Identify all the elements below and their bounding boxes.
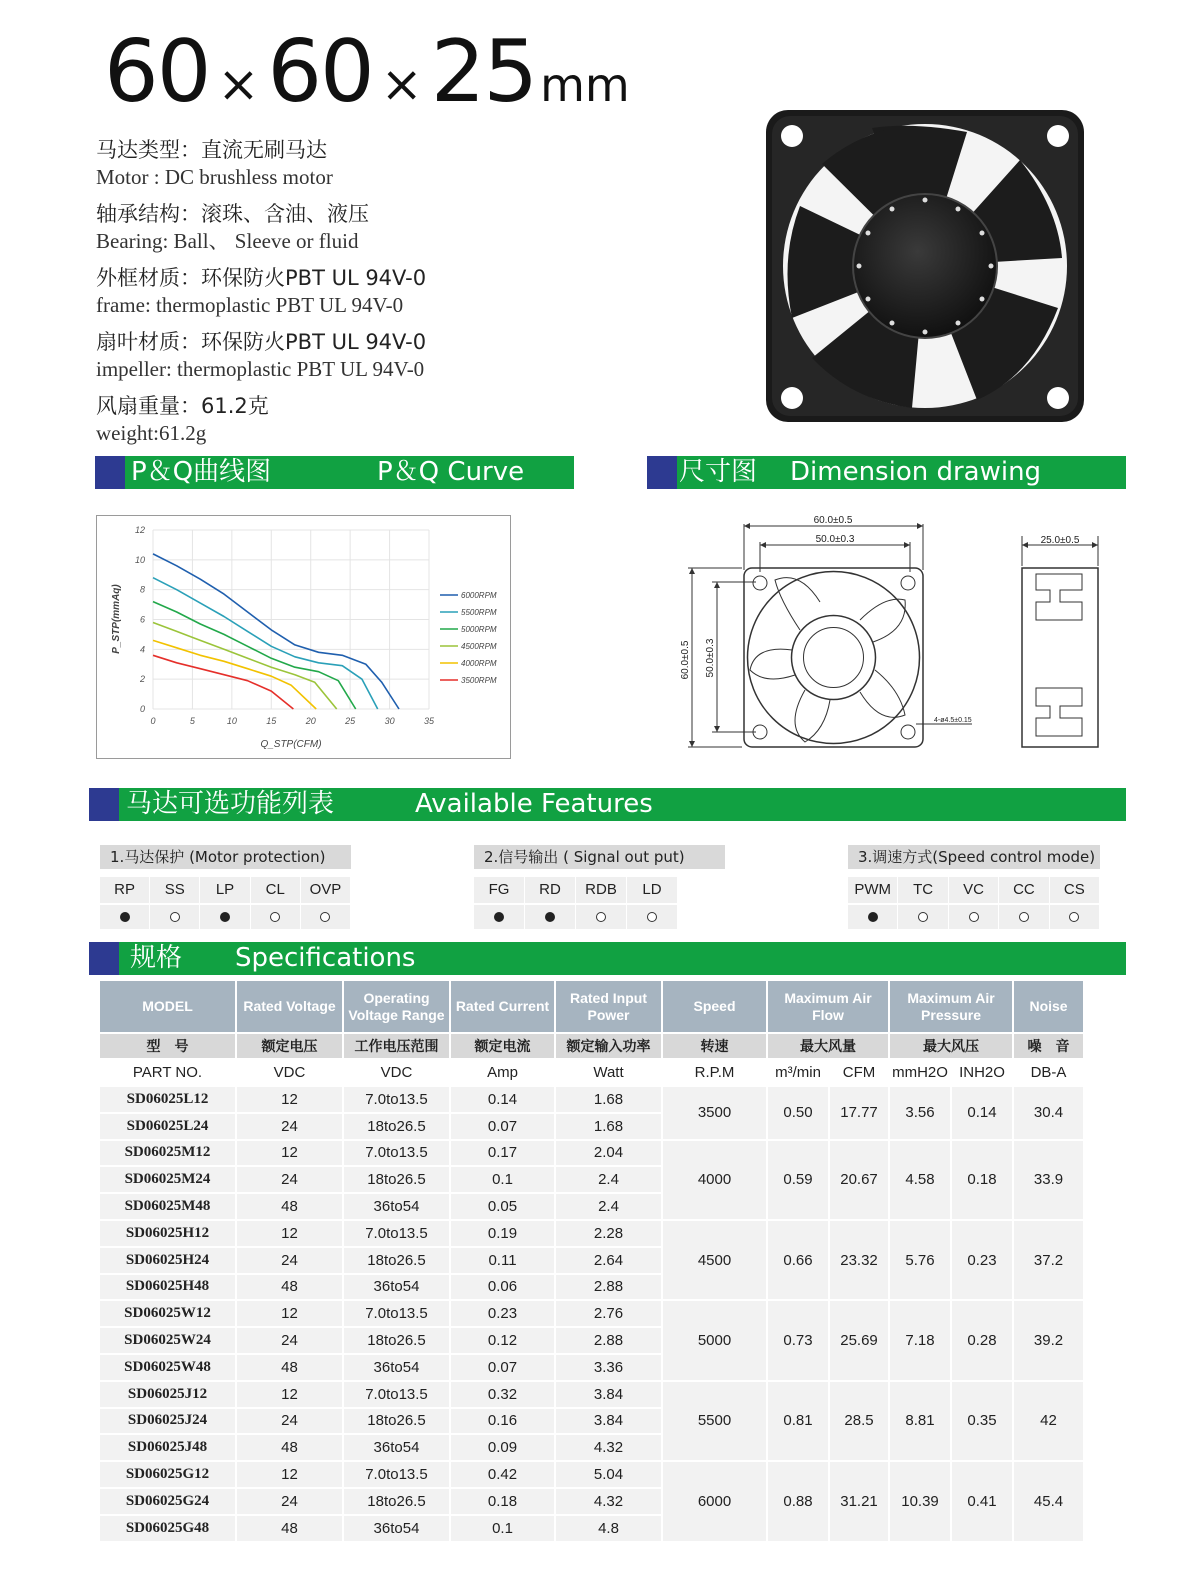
- y-tick-label: 0: [139, 704, 145, 714]
- table-row: [100, 1086, 1084, 1113]
- cell-model: SD06025J24: [100, 1408, 236, 1435]
- cell-rated-voltage: 48: [236, 1434, 343, 1461]
- cell-rated-current: 0.18: [450, 1488, 555, 1515]
- cell-pressure-mmh2o: 8.81: [889, 1381, 951, 1461]
- title-dim3: 25: [430, 22, 537, 122]
- feature-group-motor-protection: [100, 845, 351, 929]
- cell-speed: 5000: [662, 1300, 767, 1380]
- cell-voltage-range: 7.0to13.5: [343, 1300, 450, 1327]
- y-tick-label: 8: [139, 584, 145, 595]
- cell-input-power: 4.32: [555, 1434, 662, 1461]
- feature-mark: [999, 905, 1048, 929]
- x-axis-label: Q_STP(CFM): [260, 739, 322, 750]
- cell-air-flow-m3min: 0.66: [767, 1220, 829, 1300]
- title-times-1: ×: [217, 55, 260, 113]
- legend-label: 4500RPM: [461, 642, 497, 651]
- selected-dot-icon: [545, 912, 555, 922]
- col-rated-voltage: Rated Voltage: [236, 981, 343, 1033]
- unit-watt: Watt: [555, 1059, 662, 1086]
- cell-model: SD06025M12: [100, 1140, 236, 1167]
- feature-rd: [525, 877, 575, 929]
- legend-label: 5000RPM: [461, 625, 497, 634]
- feature-label: SS: [150, 877, 199, 903]
- title-times-2: ×: [380, 55, 423, 113]
- spec-units-row: [100, 1059, 1084, 1086]
- cell-pressure-mmh2o: 7.18: [889, 1300, 951, 1380]
- feature-group-speed-control: [848, 845, 1100, 929]
- pq-chart-svg: [97, 516, 509, 757]
- cell-input-power: 3.84: [555, 1408, 662, 1435]
- unit-vdc-range: VDC: [343, 1059, 450, 1086]
- col-operating-voltage: Operating Voltage Range: [343, 981, 450, 1033]
- cell-rated-voltage: 12: [236, 1140, 343, 1167]
- feature-label: VC: [949, 877, 998, 903]
- cell-air-flow-cfm: 31.21: [829, 1461, 889, 1541]
- cell-input-power: 1.68: [555, 1113, 662, 1140]
- x-tick-label: 30: [384, 716, 395, 726]
- cell-air-flow-m3min: 0.59: [767, 1140, 829, 1220]
- col-rated-current-cn: 额定电流: [450, 1033, 555, 1059]
- cell-model: SD06025J48: [100, 1434, 236, 1461]
- cell-model: SD06025W24: [100, 1327, 236, 1354]
- info-motor-en: Motor : DC brushless motor: [96, 165, 333, 189]
- unselected-dot-icon: [596, 912, 606, 922]
- feature-vc: [949, 877, 998, 929]
- section-marker: [647, 456, 677, 489]
- info-impeller-cn: 扇叶材质：环保防火PBT UL 94V-0: [96, 330, 427, 354]
- section-spec-title-en: Specifications: [235, 943, 416, 973]
- dimension-drawing: [680, 510, 1120, 754]
- cell-rated-current: 0.23: [450, 1300, 555, 1327]
- cell-rated-current: 0.12: [450, 1327, 555, 1354]
- y-tick-label: 6: [139, 614, 145, 625]
- feature-ovp: [301, 877, 350, 929]
- col-air-pressure-cn: 最大风压: [889, 1033, 1013, 1059]
- x-tick-label: 15: [266, 716, 277, 726]
- table-row: [100, 1220, 1084, 1247]
- unselected-dot-icon: [270, 912, 280, 922]
- cell-pressure-inh2o: 0.23: [951, 1220, 1013, 1300]
- feature-group-title: 3.调速方式(Speed control mode): [848, 845, 1100, 869]
- x-tick-label: 0: [150, 716, 156, 726]
- feature-mark: [898, 905, 947, 929]
- col-air-flow-cn: 最大风量: [767, 1033, 889, 1059]
- product-title: [104, 22, 630, 122]
- unit-part-no: PART NO.: [100, 1059, 236, 1086]
- cell-rated-current: 0.07: [450, 1354, 555, 1381]
- cell-rated-voltage: 12: [236, 1461, 343, 1488]
- cell-model: SD06025W48: [100, 1354, 236, 1381]
- feature-cs: [1050, 877, 1099, 929]
- feature-pwm: [848, 877, 897, 929]
- unit-cfm: CFM: [829, 1059, 889, 1086]
- table-row: [100, 1140, 1084, 1167]
- unselected-dot-icon: [647, 912, 657, 922]
- cell-voltage-range: 36to54: [343, 1193, 450, 1220]
- cell-input-power: 2.64: [555, 1247, 662, 1274]
- spec-header-cn-row: [100, 1033, 1084, 1059]
- col-rated-voltage-cn: 额定电压: [236, 1033, 343, 1059]
- info-weight-cn: 风扇重量：61.2克: [96, 394, 269, 418]
- feature-label: CC: [999, 877, 1048, 903]
- cell-voltage-range: 7.0to13.5: [343, 1140, 450, 1167]
- x-tick-label: 35: [423, 716, 435, 726]
- legend-label: 5500RPM: [461, 608, 497, 617]
- section-marker: [95, 456, 125, 489]
- dim-outer-width: 60.0±0.5: [813, 515, 853, 526]
- table-row: [100, 1381, 1084, 1408]
- col-noise: Noise: [1013, 981, 1084, 1033]
- section-pq-title-en: P＆Q Curve: [377, 457, 525, 487]
- section-dim-header: [647, 456, 1126, 489]
- unit-mmh2o: mmH2O: [889, 1059, 951, 1086]
- col-speed: Speed: [662, 981, 767, 1033]
- table-row: [100, 1300, 1084, 1327]
- unselected-dot-icon: [170, 912, 180, 922]
- section-marker: [89, 942, 119, 975]
- unselected-dot-icon: [969, 912, 979, 922]
- series-line-4000rpm: [153, 640, 316, 709]
- spec-header-en-row: [100, 981, 1084, 1033]
- cell-model: SD06025G12: [100, 1461, 236, 1488]
- cell-rated-voltage: 24: [236, 1488, 343, 1515]
- product-info: [96, 136, 566, 456]
- cell-model: SD06025L24: [100, 1113, 236, 1140]
- cell-rated-current: 0.17: [450, 1140, 555, 1167]
- y-tick-label: 10: [134, 554, 145, 565]
- cell-rated-current: 0.07: [450, 1113, 555, 1140]
- cell-voltage-range: 7.0to13.5: [343, 1086, 450, 1113]
- feature-cc: [999, 877, 1048, 929]
- selected-dot-icon: [120, 912, 130, 922]
- section-marker: [89, 788, 119, 821]
- cell-voltage-range: 36to54: [343, 1515, 450, 1542]
- cell-rated-voltage: 12: [236, 1381, 343, 1408]
- unselected-dot-icon: [1019, 912, 1029, 922]
- cell-rated-voltage: 12: [236, 1220, 343, 1247]
- cell-rated-current: 0.05: [450, 1193, 555, 1220]
- cell-rated-voltage: 48: [236, 1274, 343, 1301]
- cell-rated-current: 0.32: [450, 1381, 555, 1408]
- cell-rated-current: 0.19: [450, 1220, 555, 1247]
- feature-group-title: 2.信号输出 ( Signal out put): [474, 845, 725, 869]
- cell-speed: 3500: [662, 1086, 767, 1140]
- cell-voltage-range: 7.0to13.5: [343, 1461, 450, 1488]
- section-spec-title-cn: 规格: [130, 943, 183, 973]
- cell-air-flow-m3min: 0.73: [767, 1300, 829, 1380]
- cell-voltage-range: 7.0to13.5: [343, 1220, 450, 1247]
- cell-voltage-range: 7.0to13.5: [343, 1381, 450, 1408]
- cell-input-power: 2.88: [555, 1327, 662, 1354]
- section-dim-title-cn: 尺寸图: [679, 457, 758, 487]
- feature-mark: [1050, 905, 1099, 929]
- cell-voltage-range: 18to26.5: [343, 1113, 450, 1140]
- feature-mark: [576, 905, 626, 929]
- table-row: [100, 1461, 1084, 1488]
- cell-noise: 37.2: [1013, 1220, 1084, 1300]
- feature-group-title: 1.马达保护 (Motor protection): [100, 845, 351, 869]
- selected-dot-icon: [220, 912, 230, 922]
- feature-mark: [627, 905, 677, 929]
- col-speed-cn: 转速: [662, 1033, 767, 1059]
- info-bearing-en: Bearing: Ball、 Sleeve or fluid: [96, 229, 359, 253]
- section-pq-title-cn: P＆Q曲线图: [131, 457, 272, 487]
- feature-rp: [100, 877, 149, 929]
- cell-pressure-mmh2o: 5.76: [889, 1220, 951, 1300]
- cell-model: SD06025G48: [100, 1515, 236, 1542]
- cell-rated-voltage: 24: [236, 1166, 343, 1193]
- cell-noise: 39.2: [1013, 1300, 1084, 1380]
- cell-model: SD06025W12: [100, 1300, 236, 1327]
- cell-rated-current: 0.14: [450, 1086, 555, 1113]
- title-dim2: 60: [267, 22, 373, 122]
- cell-speed: 4500: [662, 1220, 767, 1300]
- info-impeller-en: impeller: thermoplastic PBT UL 94V-0: [96, 357, 425, 381]
- feature-label: RD: [525, 877, 575, 903]
- y-tick-label: 2: [139, 674, 145, 685]
- cell-input-power: 2.88: [555, 1274, 662, 1301]
- fan-photo: [762, 108, 1088, 426]
- x-tick-label: 25: [345, 716, 356, 726]
- y-tick-label: 4: [139, 644, 145, 655]
- unit-amp: Amp: [450, 1059, 555, 1086]
- cell-input-power: 3.84: [555, 1381, 662, 1408]
- unit-vdc: VDC: [236, 1059, 343, 1086]
- cell-model: SD06025H24: [100, 1247, 236, 1274]
- cell-rated-voltage: 24: [236, 1113, 343, 1140]
- info-frame-en: frame: thermoplastic PBT UL 94V-0: [96, 293, 404, 317]
- info-bearing-cn: 轴承结构：滚珠、含油、液压: [96, 202, 369, 226]
- cell-input-power: 4.32: [555, 1488, 662, 1515]
- cell-model: SD06025J12: [100, 1381, 236, 1408]
- cell-noise: 33.9: [1013, 1140, 1084, 1220]
- unselected-dot-icon: [918, 912, 928, 922]
- cell-air-flow-m3min: 0.88: [767, 1461, 829, 1541]
- unselected-dot-icon: [1069, 912, 1079, 922]
- cell-voltage-range: 36to54: [343, 1434, 450, 1461]
- cell-rated-voltage: 48: [236, 1193, 343, 1220]
- feature-mark: [200, 905, 249, 929]
- cell-voltage-range: 18to26.5: [343, 1327, 450, 1354]
- cell-model: SD06025L12: [100, 1086, 236, 1113]
- cell-rated-current: 0.11: [450, 1247, 555, 1274]
- col-rated-power-cn: 额定输入功率: [555, 1033, 662, 1059]
- feature-rdb: [576, 877, 626, 929]
- cell-pressure-inh2o: 0.14: [951, 1086, 1013, 1140]
- feature-mark: [949, 905, 998, 929]
- feature-mark: [100, 905, 149, 929]
- cell-pressure-mmh2o: 4.58: [889, 1140, 951, 1220]
- cell-noise: 45.4: [1013, 1461, 1084, 1541]
- cell-input-power: 2.04: [555, 1140, 662, 1167]
- legend-label: 4000RPM: [461, 659, 497, 668]
- cell-model: SD06025M24: [100, 1166, 236, 1193]
- cell-rated-voltage: 48: [236, 1354, 343, 1381]
- section-dim-title-en: Dimension drawing: [790, 457, 1042, 487]
- unselected-dot-icon: [320, 912, 330, 922]
- dim-depth: 25.0±0.5: [1040, 535, 1080, 546]
- col-operating-voltage-cn: 工作电压范围: [343, 1033, 450, 1059]
- feature-mark: [251, 905, 300, 929]
- cell-rated-current: 0.16: [450, 1408, 555, 1435]
- feature-label: OVP: [301, 877, 350, 903]
- cell-noise: 30.4: [1013, 1086, 1084, 1140]
- cell-model: SD06025M48: [100, 1193, 236, 1220]
- unit-m3min: m³/min: [767, 1059, 829, 1086]
- title-unit: mm: [540, 58, 630, 112]
- dim-outer-height: 60.0±0.5: [680, 640, 691, 680]
- cell-rated-current: 0.06: [450, 1274, 555, 1301]
- cell-speed: 4000: [662, 1140, 767, 1220]
- unit-inh2o: INH2O: [951, 1059, 1013, 1086]
- cell-pressure-mmh2o: 10.39: [889, 1461, 951, 1541]
- col-air-pressure: Maximum Air Pressure: [889, 981, 1013, 1033]
- unit-dba: DB-A: [1013, 1059, 1084, 1086]
- feature-ss: [150, 877, 199, 929]
- cell-input-power: 5.04: [555, 1461, 662, 1488]
- feature-mark: [525, 905, 575, 929]
- legend-label: 6000RPM: [461, 591, 497, 600]
- col-rated-current: Rated Current: [450, 981, 555, 1033]
- feature-label: CS: [1050, 877, 1099, 903]
- cell-rated-current: 0.09: [450, 1434, 555, 1461]
- feature-label: RP: [100, 877, 149, 903]
- feature-cl: [251, 877, 300, 929]
- feature-mark: [301, 905, 350, 929]
- cell-pressure-inh2o: 0.28: [951, 1300, 1013, 1380]
- cell-input-power: 1.68: [555, 1086, 662, 1113]
- cell-air-flow-m3min: 0.50: [767, 1086, 829, 1140]
- cell-input-power: 2.76: [555, 1300, 662, 1327]
- selected-dot-icon: [868, 912, 878, 922]
- x-tick-label: 5: [189, 716, 195, 726]
- col-noise-cn: 噪 音: [1013, 1033, 1084, 1059]
- cell-input-power: 4.8: [555, 1515, 662, 1542]
- legend-label: 3500RPM: [461, 676, 497, 685]
- feature-label: FG: [474, 877, 524, 903]
- spec-table: [100, 981, 1085, 1543]
- series-line-3500rpm: [153, 655, 293, 709]
- info-frame-cn: 外框材质：环保防火PBT UL 94V-0: [96, 266, 427, 290]
- feature-label: PWM: [848, 877, 897, 903]
- feature-label: LD: [627, 877, 677, 903]
- pq-chart: [96, 515, 511, 759]
- cell-rated-voltage: 48: [236, 1515, 343, 1542]
- feature-label: LP: [200, 877, 249, 903]
- feature-label: RDB: [576, 877, 626, 903]
- cell-rated-voltage: 24: [236, 1327, 343, 1354]
- dim-hole: 4-ø4.5±0.15: [934, 717, 972, 724]
- cell-model: SD06025H48: [100, 1274, 236, 1301]
- feature-tc: [898, 877, 947, 929]
- dim-inner-width: 50.0±0.3: [815, 534, 855, 545]
- feature-lp: [200, 877, 249, 929]
- cell-voltage-range: 18to26.5: [343, 1408, 450, 1435]
- cell-rated-voltage: 12: [236, 1086, 343, 1113]
- y-tick-label: 12: [134, 525, 145, 535]
- section-features-title-cn: 马达可选功能列表: [126, 789, 335, 819]
- unit-rpm: R.P.M: [662, 1059, 767, 1086]
- cell-air-flow-cfm: 17.77: [829, 1086, 889, 1140]
- cell-rated-voltage: 12: [236, 1300, 343, 1327]
- cell-voltage-range: 18to26.5: [343, 1247, 450, 1274]
- col-model-cn: 型 号: [100, 1033, 236, 1059]
- selected-dot-icon: [494, 912, 504, 922]
- cell-speed: 5500: [662, 1381, 767, 1461]
- info-motor-cn: 马达类型：直流无刷马达: [96, 138, 327, 162]
- cell-voltage-range: 18to26.5: [343, 1488, 450, 1515]
- cell-model: SD06025G24: [100, 1488, 236, 1515]
- cell-rated-voltage: 24: [236, 1247, 343, 1274]
- feature-label: CL: [251, 877, 300, 903]
- section-features-header: [89, 788, 1126, 821]
- col-rated-power: Rated Input Power: [555, 981, 662, 1033]
- feature-mark: [474, 905, 524, 929]
- section-spec-header: [89, 942, 1126, 975]
- cell-voltage-range: 36to54: [343, 1274, 450, 1301]
- cell-input-power: 2.4: [555, 1166, 662, 1193]
- cell-pressure-inh2o: 0.41: [951, 1461, 1013, 1541]
- feature-label: TC: [898, 877, 947, 903]
- col-model: MODEL: [100, 981, 236, 1033]
- cell-voltage-range: 36to54: [343, 1354, 450, 1381]
- x-tick-label: 10: [226, 716, 237, 726]
- section-pq-header: [95, 456, 574, 489]
- y-axis-label: P_STP(mmAq): [111, 584, 122, 654]
- series-line-4500rpm: [153, 623, 337, 710]
- feature-mark: [150, 905, 199, 929]
- cell-air-flow-cfm: 23.32: [829, 1220, 889, 1300]
- cell-model: SD06025H12: [100, 1220, 236, 1247]
- cell-rated-voltage: 24: [236, 1408, 343, 1435]
- feature-mark: [848, 905, 897, 929]
- cell-input-power: 2.28: [555, 1220, 662, 1247]
- cell-air-flow-m3min: 0.81: [767, 1381, 829, 1461]
- cell-voltage-range: 18to26.5: [343, 1166, 450, 1193]
- cell-pressure-mmh2o: 3.56: [889, 1086, 951, 1140]
- info-weight-en: weight:61.2g: [96, 421, 207, 445]
- cell-rated-current: 0.1: [450, 1515, 555, 1542]
- series-line-6000rpm: [153, 554, 399, 709]
- cell-pressure-inh2o: 0.35: [951, 1381, 1013, 1461]
- feature-fg: [474, 877, 524, 929]
- dim-inner-height: 50.0±0.3: [705, 638, 716, 678]
- section-features-title-en: Available Features: [415, 789, 653, 819]
- cell-rated-current: 0.1: [450, 1166, 555, 1193]
- x-tick-label: 20: [305, 716, 316, 726]
- cell-input-power: 3.36: [555, 1354, 662, 1381]
- title-dim1: 60: [104, 22, 210, 122]
- col-air-flow: Maximum Air Flow: [767, 981, 889, 1033]
- feature-group-signal-output: [474, 845, 725, 929]
- cell-air-flow-cfm: 25.69: [829, 1300, 889, 1380]
- feature-ld: [627, 877, 677, 929]
- cell-air-flow-cfm: 28.5: [829, 1381, 889, 1461]
- cell-rated-current: 0.42: [450, 1461, 555, 1488]
- cell-pressure-inh2o: 0.18: [951, 1140, 1013, 1220]
- cell-input-power: 2.4: [555, 1193, 662, 1220]
- cell-noise: 42: [1013, 1381, 1084, 1461]
- cell-speed: 6000: [662, 1461, 767, 1541]
- cell-air-flow-cfm: 20.67: [829, 1140, 889, 1220]
